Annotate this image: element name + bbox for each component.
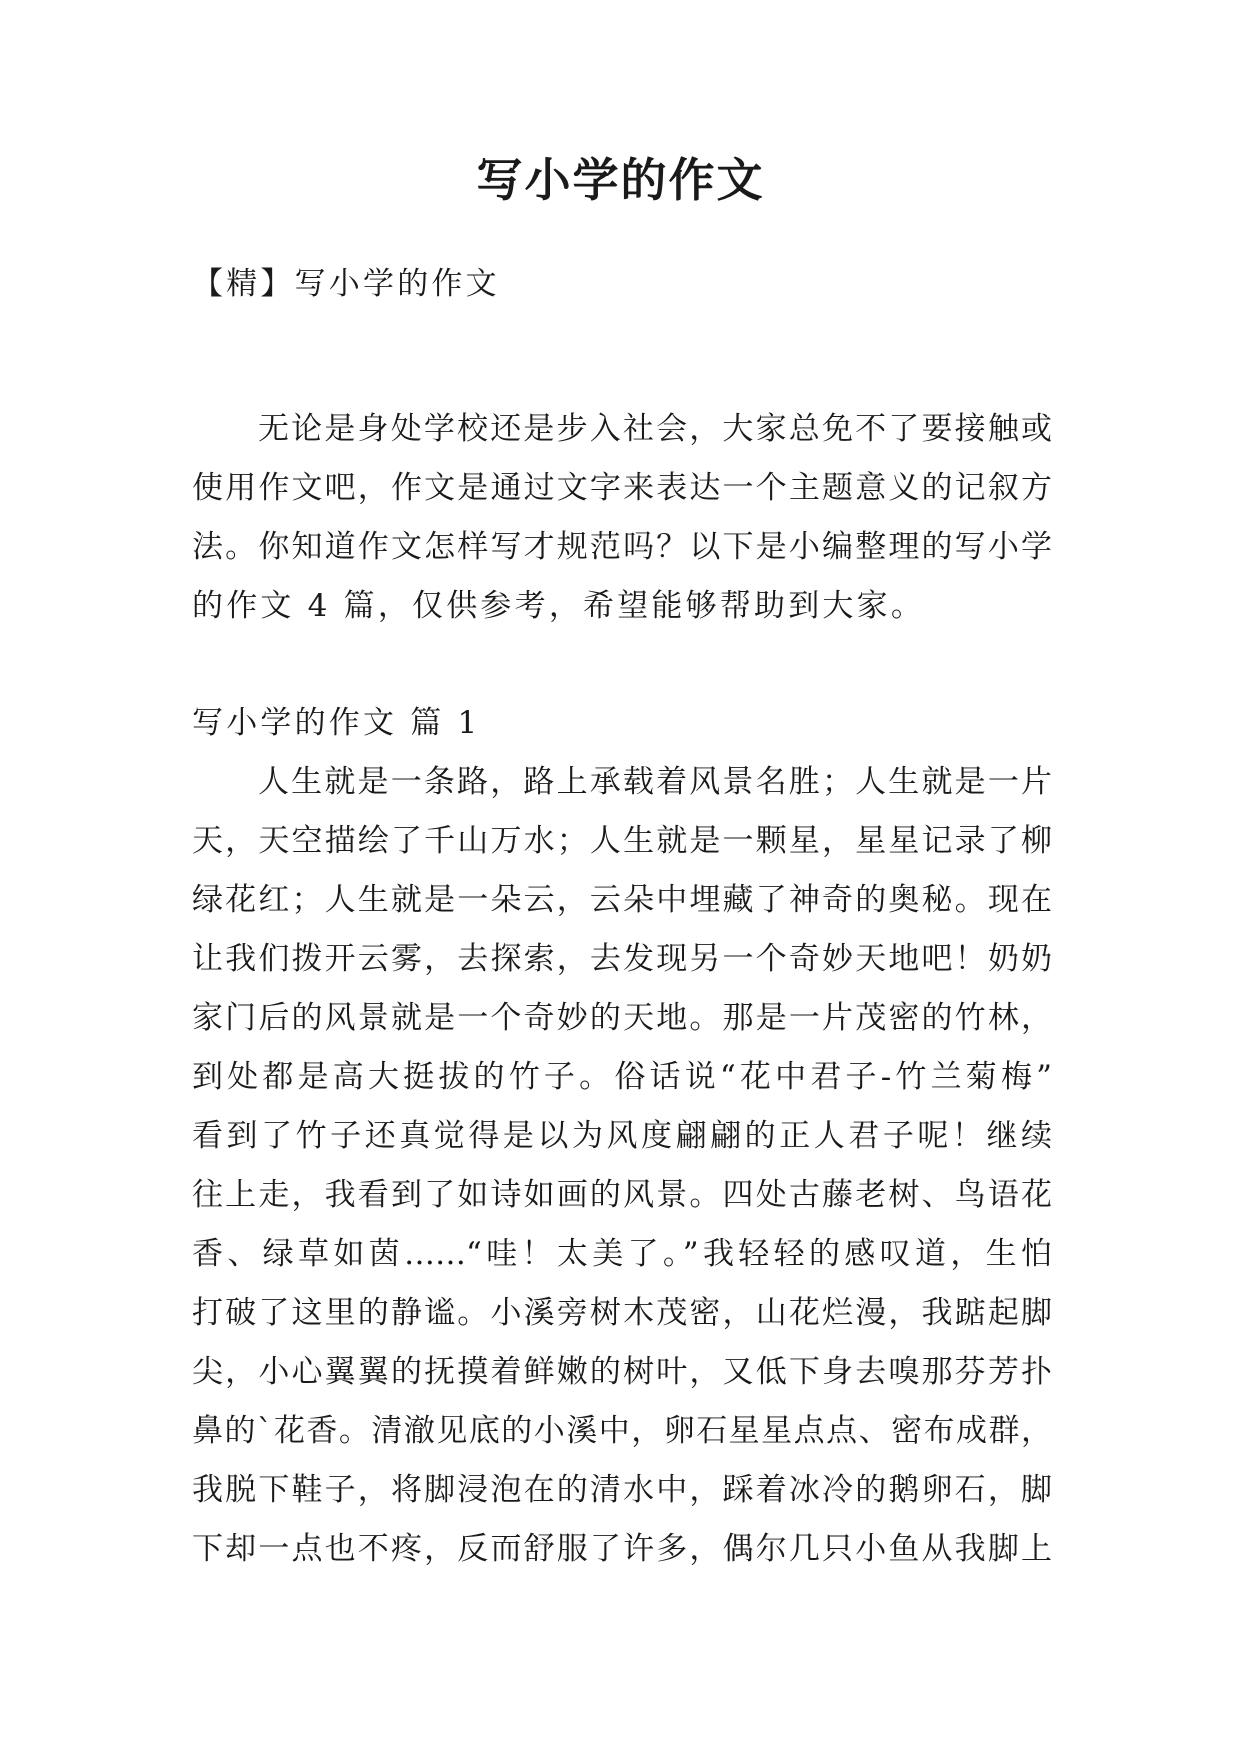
body-line: 香、绿草如茵……“哇！太美了。”我轻轻的感叹道，生怕 [192, 1236, 1052, 1272]
document-subtitle: 【精】写小学的作文 [192, 266, 500, 302]
body-line: 尖，小心翼翼的抚摸着鲜嫩的树叶，又低下身去嗅那芬芳扑 [192, 1354, 1052, 1390]
body-line: 让我们拨开云雾，去探索，去发现另一个奇妙天地吧！奶奶 [192, 941, 1052, 977]
body-line: 看到了竹子还真觉得是以为风度翩翩的正人君子呢！继续 [192, 1118, 1052, 1154]
body-line: 到处都是高大挺拔的竹子。俗话说“花中君子-竹兰菊梅” [192, 1059, 1052, 1095]
intro-line: 无论是身处学校还是步入社会，大家总免不了要接触或 [258, 411, 1052, 447]
document-title: 写小学的作文 [476, 153, 765, 207]
intro-line: 的作文 4 篇，仅供参考，希望能够帮助到大家。 [192, 588, 926, 624]
body-line: 往上走，我看到了如诗如画的风景。四处古藤老树、鸟语花 [192, 1177, 1052, 1213]
body-line: 鼻的`花香。清澈见底的小溪中，卵石星星点点、密布成群， [192, 1413, 1052, 1449]
body-line: 人生就是一条路，路上承载着风景名胜；人生就是一片 [258, 764, 1052, 800]
body-line: 我脱下鞋子，将脚浸泡在的清水中，踩着冰冷的鹅卵石，脚 [192, 1472, 1052, 1508]
intro-line: 法。你知道作文怎样写才规范吗？以下是小编整理的写小学 [192, 529, 1052, 565]
body-line: 家门后的风景就是一个奇妙的天地。那是一片茂密的竹林， [192, 1000, 1052, 1036]
body-line: 下却一点也不疼，反而舒服了许多，偶尔几只小鱼从我脚上 [192, 1531, 1052, 1567]
body-line: 打破了这里的静谧。小溪旁树木茂密，山花烂漫，我踮起脚 [192, 1295, 1052, 1331]
body-line: 绿花红；人生就是一朵云，云朵中埋藏了神奇的奥秘。现在 [192, 882, 1052, 918]
intro-line: 使用作文吧，作文是通过文字来表达一个主题意义的记叙方 [192, 470, 1052, 506]
section-heading: 写小学的作文 篇 1 [192, 705, 481, 741]
body-line: 天，天空描绘了千山万水；人生就是一颗星，星星记录了柳 [192, 823, 1052, 859]
